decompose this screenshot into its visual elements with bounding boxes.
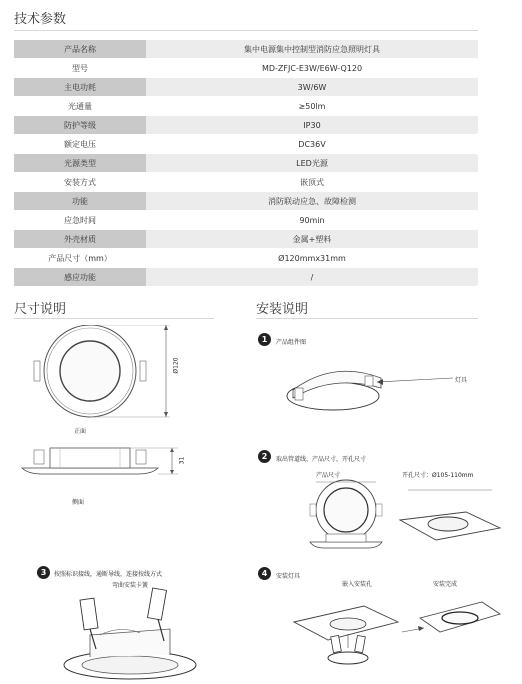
spec-value: 90min: [146, 211, 478, 230]
front-view-label: 正面: [74, 428, 87, 435]
step4-text: 安装灯具: [276, 573, 301, 580]
step2-hole-size: 开孔尺寸：Ø105-110mm: [402, 472, 474, 479]
spec-key: 应急时间: [14, 211, 146, 230]
spec-row: [14, 211, 478, 230]
spec-value: Ø120mmx31mm: [146, 249, 478, 268]
spec-row: [14, 78, 478, 97]
height-label: 31: [178, 456, 186, 465]
spec-row: [14, 249, 478, 268]
step2-drawing: [296, 478, 502, 558]
side-view-drawing: [20, 440, 200, 490]
spec-row: [14, 40, 478, 59]
spec-value: /: [146, 268, 478, 287]
step1-number: 1: [258, 333, 271, 346]
spec-value: MD-ZFJC-E3W/E6W-Q120: [146, 59, 478, 78]
spec-key: 主电功耗: [14, 78, 146, 97]
spec-key: 额定电压: [14, 135, 146, 154]
step1-text: 产品组件图: [276, 339, 307, 346]
step3-text: 按照标识接线，通断导线，连接按线方式: [54, 571, 163, 578]
step4-drawing: [292, 588, 502, 678]
spec-key: 感应功能: [14, 268, 146, 287]
dimensions-title-rule: [14, 318, 214, 319]
spec-title: 技术参数: [14, 12, 67, 27]
spec-value: 3W/6W: [146, 78, 478, 97]
spec-key: 安装方式: [14, 173, 146, 192]
spec-key: 防护等级: [14, 116, 146, 135]
step2-product-size: 产品尺寸: [316, 472, 341, 479]
spec-value: ≥50lm: [146, 97, 478, 116]
spec-value: 集中电源集中控制型消防应急照明灯具: [146, 40, 478, 59]
spec-row: [14, 230, 478, 249]
spec-key: 外壳材质: [14, 230, 146, 249]
step3-subtext: 弯曲安装卡簧: [112, 582, 149, 589]
install-title-rule: [256, 318, 478, 319]
step3-drawing: [60, 585, 200, 680]
step3-number: 3: [37, 566, 50, 579]
step4-insert-label: 嵌入安装孔: [342, 581, 373, 588]
spec-row: [14, 154, 478, 173]
step4-number: 4: [258, 567, 271, 580]
spec-value: LED光源: [146, 154, 478, 173]
step1-drawing: [285, 350, 468, 418]
spec-key: 产品名称: [14, 40, 146, 59]
spec-row: [14, 59, 478, 78]
spec-value: 消防联动应急、故障检测: [146, 192, 478, 211]
spec-value: DC36V: [146, 135, 478, 154]
spec-row: [14, 135, 478, 154]
step2-number: 2: [258, 450, 271, 463]
spec-table: [14, 40, 478, 287]
spec-key: 光通量: [14, 97, 146, 116]
spec-value: 嵌顶式: [146, 173, 478, 192]
spec-value: 金属+塑料: [146, 230, 478, 249]
spec-row: [14, 97, 478, 116]
spec-title-rule: [14, 30, 478, 31]
spec-row: [14, 116, 478, 135]
side-view-label: 侧面: [72, 499, 85, 506]
diameter-label: Ø120: [172, 357, 180, 374]
spec-row: [14, 173, 478, 192]
spec-row: [14, 268, 478, 287]
install-title: 安装说明: [256, 302, 309, 317]
spec-row: [14, 192, 478, 211]
step2-text: 取出管道线、产品尺寸，开孔尺寸: [276, 456, 367, 463]
spec-key: 型号: [14, 59, 146, 78]
spec-key: 产品尺寸（mm）: [14, 249, 146, 268]
step1-lamp-label: 灯具: [455, 377, 468, 384]
spec-key: 功能: [14, 192, 146, 211]
step4-done-label: 安装完成: [433, 581, 458, 588]
dimensions-title: 尺寸说明: [14, 302, 67, 317]
spec-value: IP30: [146, 116, 478, 135]
spec-key: 光源类型: [14, 154, 146, 173]
